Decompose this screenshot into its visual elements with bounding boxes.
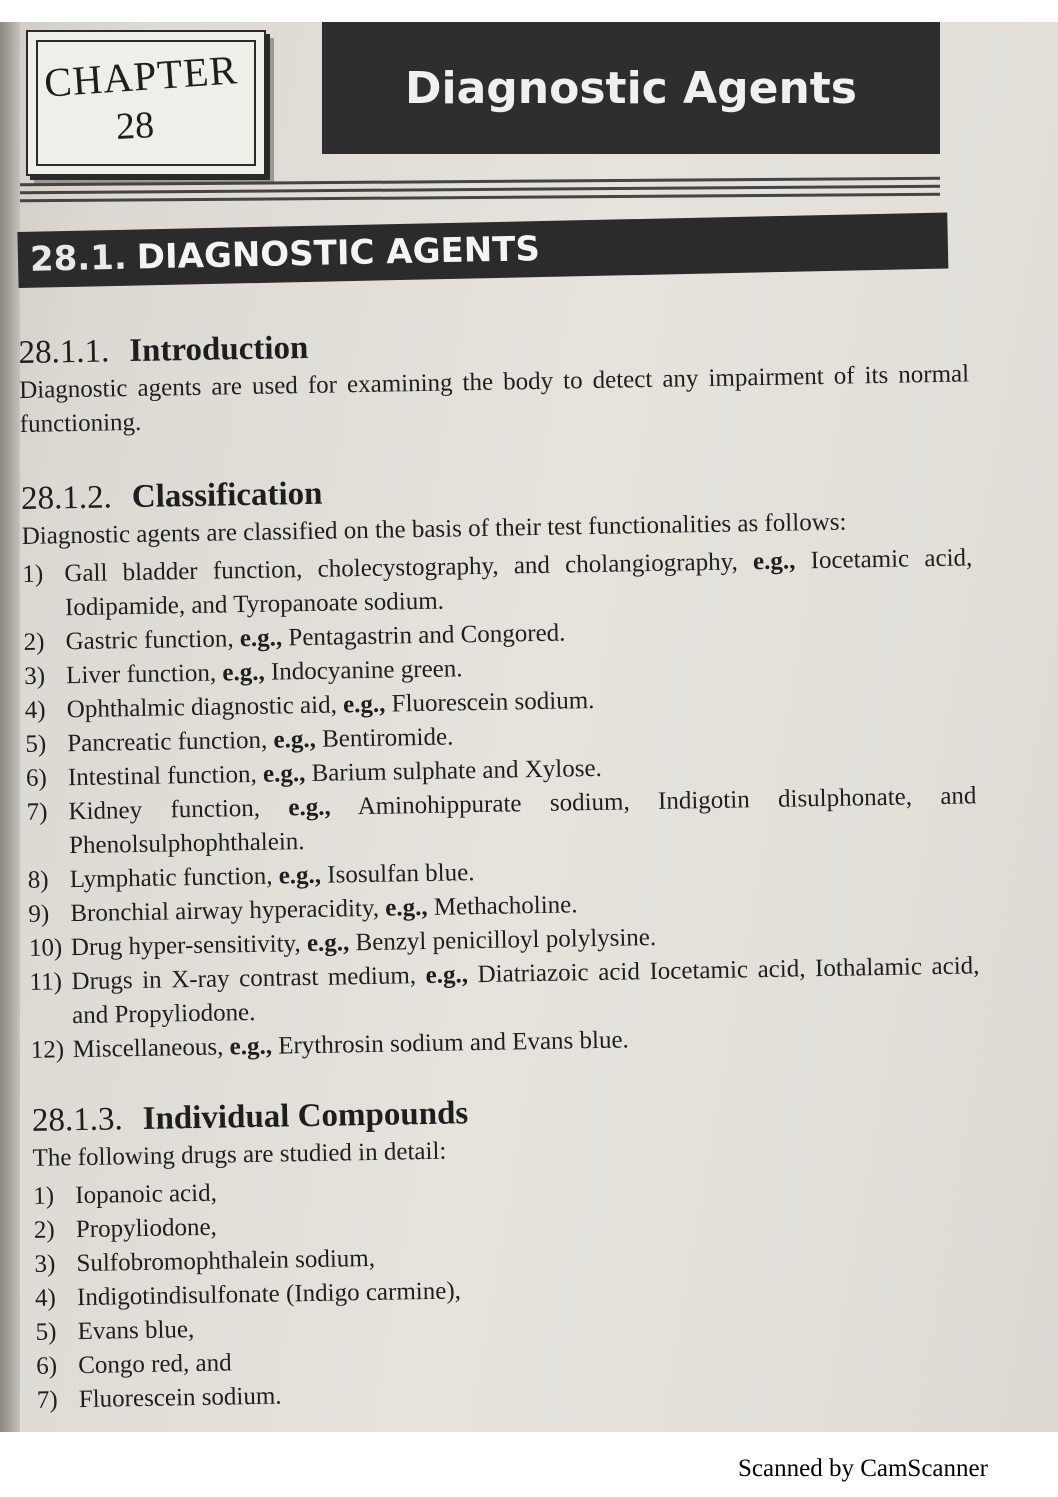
list-item-examples: Isosulfan blue. <box>327 859 475 889</box>
subsection-title: Introduction <box>128 329 309 370</box>
example-marker: e.g., <box>425 961 469 989</box>
example-marker: e.g., <box>239 624 283 653</box>
example-marker: e.g., <box>306 929 350 958</box>
list-item-number: 7) <box>36 1386 58 1414</box>
list-item-category: Miscellaneous, <box>72 1033 224 1064</box>
example-marker: e.g., <box>222 658 265 687</box>
subsection-number: 28.1.1. <box>18 333 110 371</box>
example-marker: e.g., <box>229 1032 273 1061</box>
list-item-examples: Pentagastrin and Congored. <box>288 619 566 652</box>
list-item-text: Iopanoic acid, <box>75 1179 218 1210</box>
chapter-label: CHAPTER <box>42 46 240 106</box>
subsection-number: 28.1.3. <box>31 1101 123 1139</box>
section-number: 28.1. <box>29 237 128 280</box>
section-heading <box>17 213 948 288</box>
list-item-examples: Fluorescein sodium. <box>391 686 595 718</box>
scanned-page-photo <box>0 22 1058 1432</box>
list-item-number: 4) <box>34 1284 57 1312</box>
list-item-text: Propyliodone, <box>75 1213 218 1244</box>
list-item-examples: Methacholine. <box>433 891 578 921</box>
list-item-text: Fluorescein sodium. <box>78 1382 282 1414</box>
list-item-text: Indigotindisulfonate (Indigo carmine), <box>76 1277 462 1312</box>
chapter-number: 28 <box>114 104 156 148</box>
example-marker: e.g., <box>273 725 317 754</box>
list-item-number: 12) <box>30 1036 65 1064</box>
example-marker: e.g., <box>262 760 306 788</box>
list-item-examples: Aminohippurate sodium, Indigotin disulphonate, and Phenolsulphophthalein. <box>68 782 977 860</box>
individual-compounds-intro: The following drugs are studied in detail: <box>32 1137 447 1172</box>
classification-intro: Diagnostic agents are classified on the basis of their test functionalities as follows: <box>21 508 847 550</box>
subsection-number: 28.1.2. <box>20 479 113 517</box>
example-marker: e.g., <box>288 793 331 822</box>
list-item-category: Bronchial airway hyperacidity, <box>70 894 380 928</box>
subsection-title: Individual Compounds <box>142 1095 469 1137</box>
chapter-box <box>26 30 266 176</box>
introduction-text: Diagnostic agents are used for examining the body to detect any impairment of its normal functioning. <box>18 360 970 438</box>
chapter-title: Diagnostic Agents <box>322 22 940 154</box>
list-item-examples: Diatriazoic acid Iocetamic acid, Iothalamic acid, and Propyliodone. <box>71 952 980 1030</box>
scanner-watermark: Scanned by CamScanner <box>738 1455 988 1482</box>
list-item-number: 2) <box>23 628 45 656</box>
list-item-category: Gall bladder function, cholecystography, and cholangiography, <box>64 548 739 588</box>
list-item-examples: Barium sulphate and Xylose. <box>311 754 603 787</box>
list-item-number: 6) <box>25 764 48 792</box>
list-item-category: Intestinal function, <box>67 760 258 792</box>
list-item-text: Sulfobromophthalein sodium, <box>76 1244 376 1278</box>
individual-compounds-list <box>33 1163 987 1418</box>
list-item-text: Evans blue, <box>77 1316 195 1346</box>
list-item-category: Drug hyper-sensitivity, <box>70 930 301 962</box>
list-item-number: 10) <box>28 934 63 962</box>
list-item-examples: Benzyl penicilloyl polylysine. <box>355 923 657 957</box>
list-item-category: Ophthalmic diagnostic aid, <box>66 691 338 724</box>
list-item-number: 4) <box>24 696 46 724</box>
list-item-number: 11) <box>29 968 63 996</box>
list-item-number: 8) <box>27 866 49 894</box>
list-item-category: Lymphatic function, <box>69 862 273 894</box>
list-item-number: 5) <box>35 1318 57 1346</box>
list-item-number: 5) <box>25 730 47 758</box>
example-marker: e.g., <box>384 893 428 922</box>
list-item-category: Liver function, <box>65 659 217 690</box>
list-item-number: 1) <box>33 1182 55 1210</box>
example-marker: e.g., <box>278 861 322 890</box>
list-item-examples: Iocetamic acid, Iodipamide, and Tyropanoate sodium. <box>64 544 973 622</box>
list-item-number: 1) <box>22 560 44 588</box>
list-item-category: Kidney function, <box>68 794 261 826</box>
example-marker: e.g., <box>342 690 386 719</box>
subsection-title: Classification <box>131 475 323 516</box>
list-item-examples: Erythrosin sodium and Evans blue. <box>277 1026 630 1060</box>
list-item-category: Pancreatic function, <box>67 726 268 758</box>
list-item-number: 3) <box>34 1250 56 1278</box>
list-item-category: Gastric function, <box>65 625 234 656</box>
list-item-number: 9) <box>28 900 50 928</box>
section-title: DIAGNOSTIC AGENTS <box>136 229 541 278</box>
list-item-examples: Bentiromide. <box>321 723 454 753</box>
list-item-number: 3) <box>23 662 46 690</box>
list-item-examples: Indocyanine green. <box>270 655 463 686</box>
list-item-number: 6) <box>35 1352 58 1380</box>
classification-list <box>22 541 981 1068</box>
page-content <box>18 305 987 1417</box>
list-item-number: 7) <box>26 798 48 826</box>
list-item-category: Drugs in X-ray contrast medium, <box>71 962 417 996</box>
list-item-text: Congo red, and <box>77 1349 232 1380</box>
list-item-number: 2) <box>33 1216 55 1244</box>
example-marker: e.g., <box>752 547 796 576</box>
divider-rule <box>20 193 940 202</box>
